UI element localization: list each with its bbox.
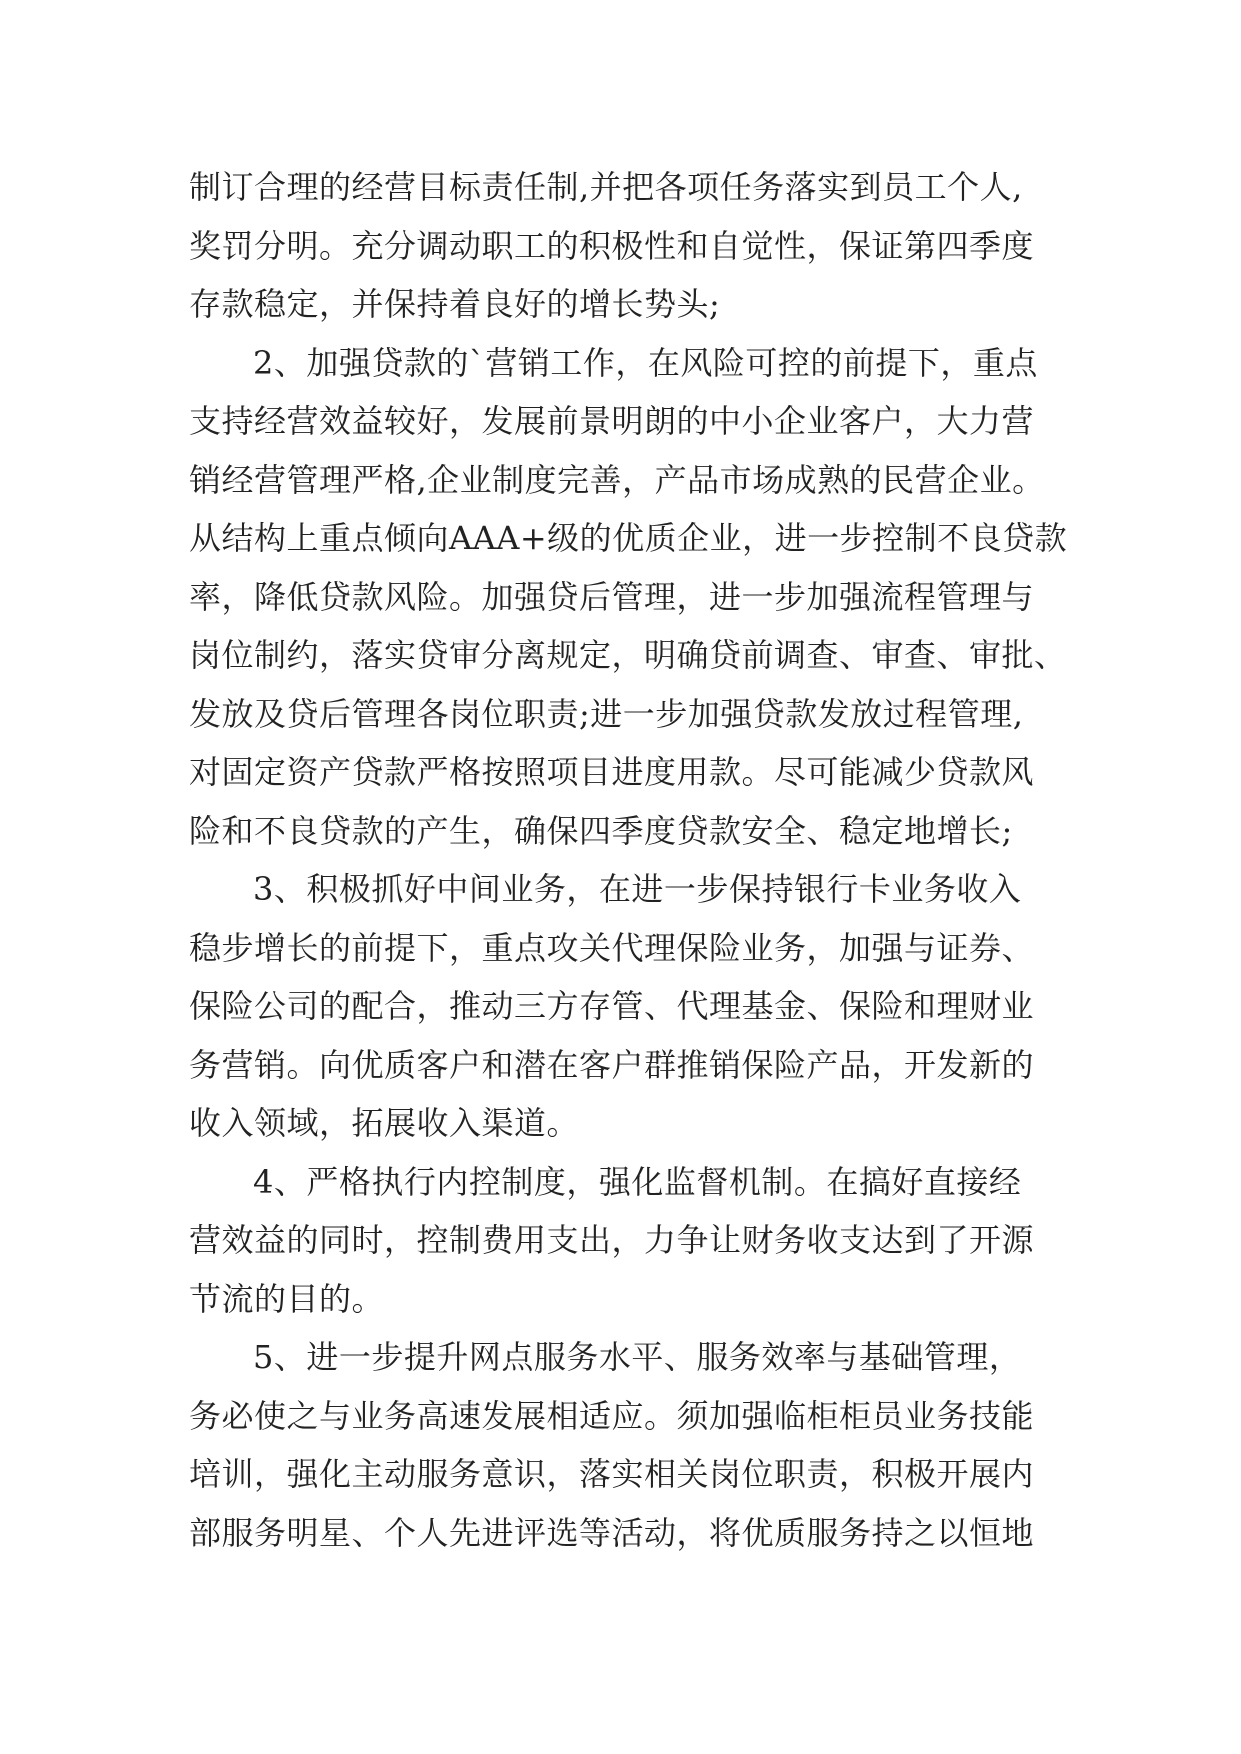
text-line: 奖罚分明。充分调动职工的积极性和自觉性，保证第四季度 bbox=[189, 226, 1035, 265]
paragraph-start-line: 4、严格执行内控制度，强化监督机制。在搞好直接经 bbox=[253, 1162, 1022, 1201]
text-line: 率，降低贷款风险。加强贷后管理，进一步加强流程管理与 bbox=[189, 577, 1035, 616]
text-line: 稳步增长的前提下，重点攻关代理保险业务，加强与证券、 bbox=[189, 928, 1035, 967]
paragraph-start-line: 5、进一步提升网点服务水平、服务效率与基础管理， bbox=[253, 1338, 1022, 1376]
paragraph-start-line: 2、加强贷款的`营销工作，在风险可控的前提下，重点 bbox=[253, 343, 1038, 382]
text-line: 存款稳定，并保持着良好的增长势头; bbox=[189, 285, 721, 323]
text-line: 制订合理的经营目标责任制,并把各项任务落实到员工个人, bbox=[189, 168, 1023, 206]
text-line: 务营销。向优质客户和潜在客户群推销保险产品，开发新的 bbox=[189, 1045, 1035, 1084]
text-line: 务必使之与业务高速发展相适应。须加强临柜柜员业务技能 bbox=[189, 1396, 1035, 1435]
text-line: 培训，强化主动服务意识，落实相关岗位职责，积极开展内 bbox=[189, 1455, 1035, 1493]
text-line: 收入领域，拓展收入渠道。 bbox=[189, 1104, 580, 1142]
text-line: 从结构上重点倾向AAA+级的优质企业，进一步控制不良贷款 bbox=[189, 519, 1068, 557]
text-line: 部服务明星、个人先进评选等活动，将优质服务持之以恒地 bbox=[189, 1513, 1035, 1552]
text-line: 支持经营效益较好，发展前景明朗的中小企业客户，大力营 bbox=[189, 402, 1035, 440]
text-line: 保险公司的配合，推动三方存管、代理基金、保险和理财业 bbox=[189, 987, 1035, 1025]
paragraph-start-line: 3、积极抓好中间业务，在进一步保持银行卡业务收入 bbox=[253, 870, 1022, 908]
text-line: 营效益的同时，控制费用支出，力争让财务收支达到了开源 bbox=[189, 1221, 1035, 1259]
text-line: 发放及贷后管理各岗位职责;进一步加强贷款发放过程管理, bbox=[189, 694, 1024, 733]
document-body bbox=[189, 158, 1069, 1562]
text-line: 岗位制约，落实贷审分离规定，明确贷前调查、审查、审批、 bbox=[189, 636, 1067, 674]
text-line: 销经营管理严格,企业制度完善，产品市场成熟的民营企业。 bbox=[189, 460, 1045, 499]
text-line: 节流的目的。 bbox=[189, 1279, 385, 1318]
text-line: 对固定资产贷款严格按照项目进度用款。尽可能减少贷款风 bbox=[189, 753, 1035, 791]
text-line: 险和不良贷款的产生，确保四季度贷款安全、稳定地增长; bbox=[189, 811, 1013, 850]
